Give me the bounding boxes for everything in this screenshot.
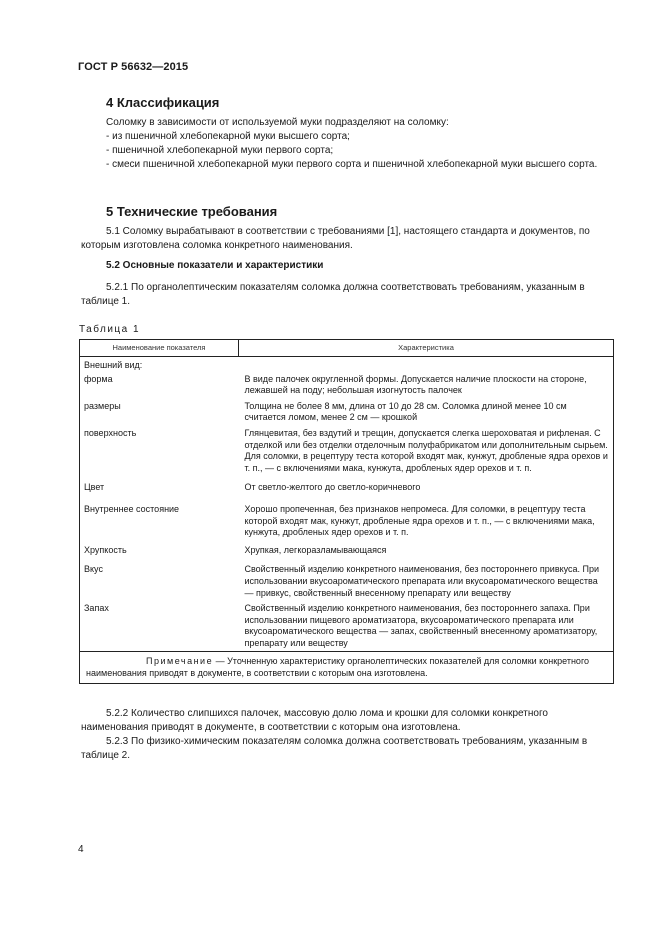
- table-row: [80, 560, 614, 603]
- subsection-5-2-title: 5.2 Основные показатели и характеристики: [106, 260, 324, 271]
- indicator-value: Толщина не более 8 мм, длина от 10 до 28 см. Соломка длиной менее 10 см считается ломом, менее 2 см — крошкой: [239, 401, 614, 428]
- indicator-value: Свойственный изделию конкретного наименования, без постороннего привкуса. При использовании вкусоароматического препарата или вкусоароматического вещества — привкус, свойственный внесенному препарату или веществу: [239, 560, 614, 603]
- section-4-intro: Соломку в зависимости от используемой муки подразделяют на соломку:: [106, 117, 449, 128]
- table-header-characteristic: Характеристика: [239, 340, 614, 357]
- organoleptic-table: [79, 339, 614, 684]
- indicator-value: Свойственный изделию конкретного наименования, без постороннего запаха. При использовании пищевого ароматизатора, вкусоароматического препарата или вкусоароматического вещества — запах, свойственный внесенному ароматизатору, препарату или веществу: [239, 603, 614, 652]
- classification-item-3: - смеси пшеничной хлебопекарной муки первого сорта и пшеничной хлебопекарной муки высшего сорта.: [106, 159, 598, 170]
- table-row: [80, 543, 614, 561]
- indicator-name: форма: [80, 372, 239, 401]
- classification-item-2: - пшеничной хлебопекарной муки первого сорта;: [106, 145, 334, 156]
- paragraph-5-1: 5.1 Соломку вырабатывают в соответствии с требованиями [1], настоящего стандарта и документов, по которым изготовлена соломка конкретного наименования.: [81, 226, 590, 251]
- indicator-name: Запах: [80, 603, 239, 652]
- indicator-value: Хрупкая, легкоразламывающаяся: [239, 543, 614, 561]
- table-1-caption: Таблица 1: [79, 324, 141, 335]
- document-header: ГОСТ Р 56632—2015: [78, 61, 189, 73]
- note-text: — Уточненную характеристику органолептических показателей для соломки конкретного наименования приводят в документе, в соответствии с которым она изготовлена.: [86, 656, 590, 678]
- indicator-value: В виде палочек округленной формы. Допускается наличие плоскости на стороне, лежавшей на поду; небольшая изогнутость палочек: [239, 372, 614, 401]
- indicator-name: Внутреннее состояние: [80, 498, 239, 543]
- indicator-name: поверхность: [80, 428, 239, 478]
- table-row: [80, 401, 614, 428]
- table-row: [80, 428, 614, 478]
- indicator-value: Глянцевитая, без вздутий и трещин, допускается слегка шероховатая и рифленая. С отделкой или без отделки отделочным полуфабрикатом или дополнительным сырьем. Для соломки, в рецептуру теста которой входят мак, кунжут, дробленые ядра орехов и т. п., — с включениями мака, кунжута, дробленых ядер орехов и т. п.: [239, 428, 614, 478]
- table-row: [80, 478, 614, 498]
- paragraph-5-2-1: 5.2.1 По органолептическим показателям соломка должна соответствовать требованиям, указанным в таблице 1.: [81, 282, 585, 307]
- table-row: [80, 498, 614, 543]
- indicator-name: размеры: [80, 401, 239, 428]
- indicator-name: Хрупкость: [80, 543, 239, 561]
- table-header-indicator: Наименование показателя: [80, 340, 239, 357]
- paragraph-5-2-2: 5.2.2 Количество слипшихся палочек, массовую долю лома и крошки для соломки конкретного наименования приводят в документе, в соответствии с которым она изготовлена.: [81, 708, 548, 733]
- classification-item-1: - из пшеничной хлебопекарной муки высшего сорта;: [106, 131, 350, 142]
- table-row: [80, 603, 614, 652]
- indicator-value: Хорошо пропеченная, без признаков непромеса. Для соломки, в рецептуру теста которой входят мак, кунжут, дробленые ядра орехов и т. п., — с включениями мака, кунжута, дробленых ядер орехов и т. п.: [239, 498, 614, 543]
- section-4-title: 4 Классификация: [106, 95, 220, 110]
- indicator-name: Вкус: [80, 560, 239, 603]
- table-row: [80, 372, 614, 401]
- paragraph-5-2-3: 5.2.3 По физико-химическим показателям соломка должна соответствовать требованиям, указанным в таблице 2.: [81, 736, 588, 761]
- section-5-title: 5 Технические требования: [106, 204, 278, 219]
- indicator-value: От светло-желтого до светло-коричневого: [239, 478, 614, 498]
- note-label: Примечание: [146, 656, 214, 667]
- table-note: [80, 652, 614, 684]
- indicator-name: Цвет: [80, 478, 239, 498]
- group-label-appearance: Внешний вид:: [80, 357, 239, 372]
- page-number: 4: [78, 844, 84, 855]
